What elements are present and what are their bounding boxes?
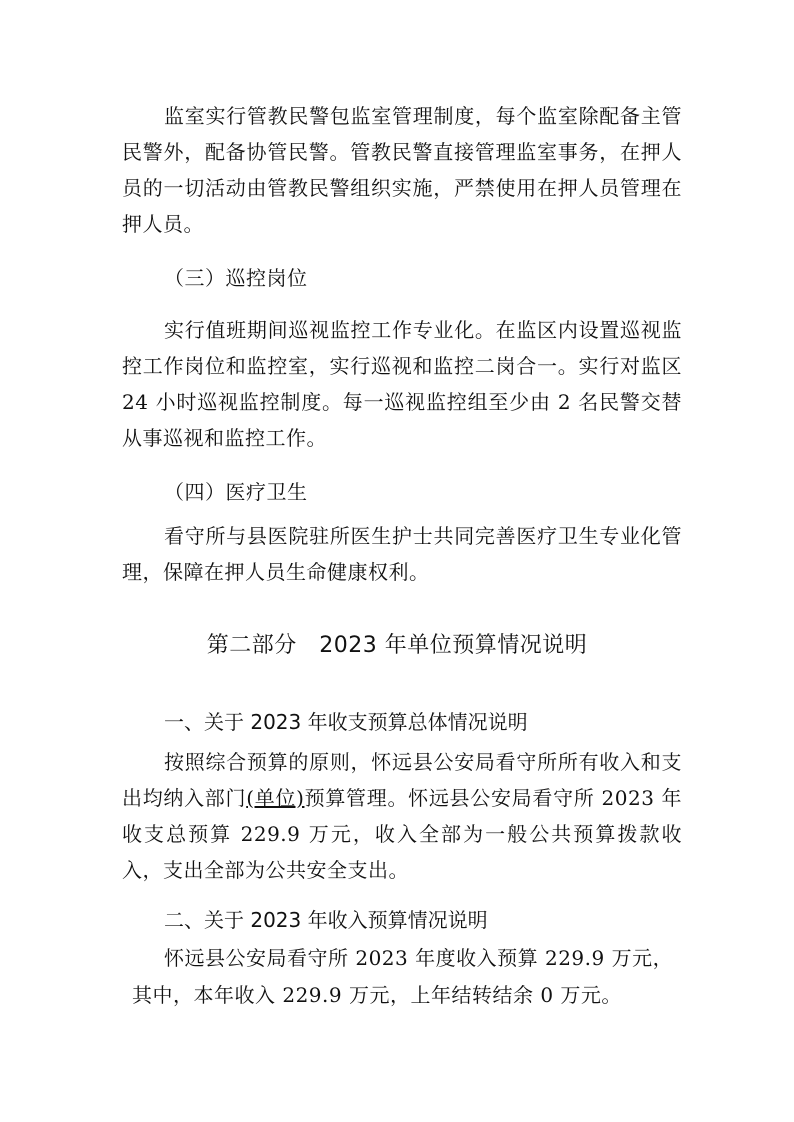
patrol-paragraph: 实行值班期间巡视监控工作专业化。在监区内设置巡视监控工作岗位和监控室，实行巡视和监控二岗合一。实行对监区 24 小时巡视监控制度。每一巡视监控组至少由 2 名民警交替从事巡视和监控工作。 [122,318,682,450]
section-one-text-a: 按照综合预算的原则，怀远县公安局看守所所有收入和支出均纳入部门 [122,750,682,810]
part-two-title: 第二部分 2023 年单位预算情况说明 [206,633,588,658]
unit-underlined: (单位) [246,786,305,810]
medical-heading: （四）医疗卫生 [164,480,308,504]
patrol-heading: （三）巡控岗位 [164,266,308,290]
section-two-heading: 二、关于 2023 年收入预算情况说明 [164,908,488,932]
section-two-line-1: 怀远县公安局看守所 2023 年度收入预算 229.9 万元， [164,946,674,970]
medical-paragraph: 看守所与县医院驻所医生护士共同完善医疗卫生专业化管理，保障在押人员生命健康权利。 [122,524,682,584]
section-one-text-b: 预算管理。怀远县公安局看守所 2023 年收支总预算 229.9 万元，收入全部为一般公共预算拨款收入，支出全部为公共安全支出。 [122,786,682,882]
section-one-heading: 一、关于 2023 年收支预算总体情况说明 [164,710,528,734]
section-two-line-2: 其中，本年收入 229.9 万元，上年结转结余 0 万元。 [132,983,622,1007]
section-one-paragraph [122,744,682,888]
supervision-paragraph: 监室实行管教民警包监室管理制度，每个监室除配备主管民警外，配备协管民警。管教民警直接管理监室事务，在押人员的一切活动由管教民警组织实施，严禁使用在押人员管理在押人员。 [122,104,682,236]
